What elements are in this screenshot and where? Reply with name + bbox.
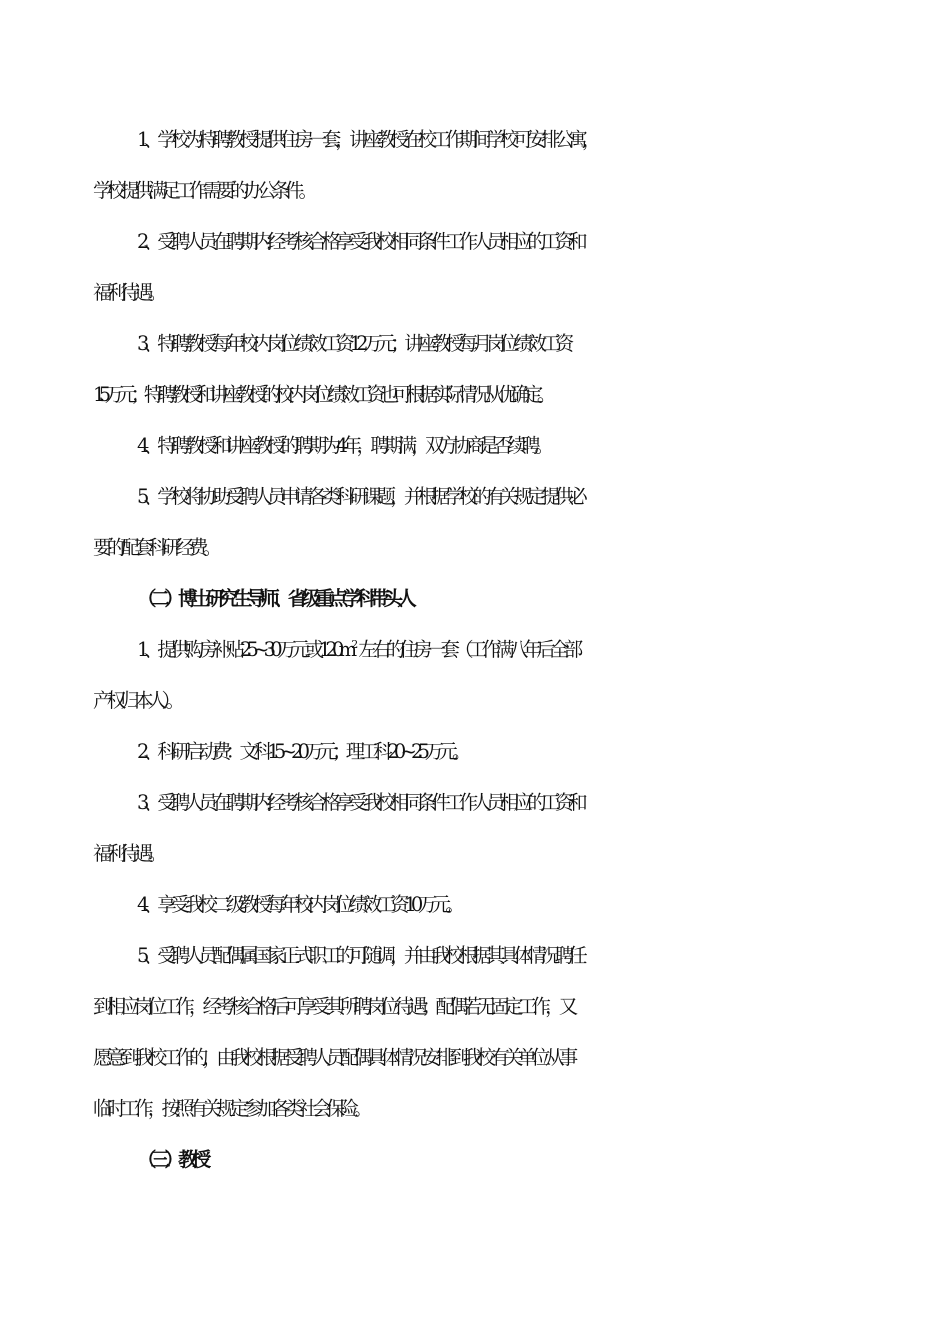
text-segment: 左右的住房一套（工作满八年后全部 [358, 638, 578, 661]
paragraph-line: 3、特聘教授每年校内岗位绩效工资 12 万元；讲座教授每月岗位绩效工资 [137, 332, 569, 355]
paragraph-line [0, 637, 950, 663]
paragraph-line: 学校提供满足工作需要的办公条件。 [93, 179, 313, 202]
section-heading: （三）教授 [137, 1148, 206, 1171]
paragraph-line: 5、受聘人员配偶属国家正式职工的可随调，并由我校根据其具体情况聘任 [137, 944, 583, 967]
paragraph-line: 4、特聘教授和讲座教授的聘期为 4 年，聘期满，双方协商是否续聘。 [137, 434, 549, 457]
paragraph-line: 要的配套科研经费。 [93, 536, 217, 559]
paragraph-line: 1.5 万元；特聘教授和讲座教授的校内岗位绩效工资也可根据实际情况从优确定。 [93, 383, 551, 406]
paragraph-line: 愿意到我校工作的，由我校根据受聘人员配偶具体情况安排到我校有关单位从事 [93, 1046, 573, 1069]
paragraph-line: 5、学校将协助受聘人员申请各类科研课题，并根据学校的有关规定提供必 [137, 485, 583, 508]
paragraph-line: 临时工作，按照有关规定参加各类社会保险。 [93, 1097, 368, 1120]
paragraph-line: 3、受聘人员在聘期内经考核合格享受我校相同条件工作人员相应的工资和 [137, 791, 583, 814]
paragraph-line: 到相应岗位工作，经考核合格后可享受其所聘岗位待遇；配偶若无固定工作，又 [93, 995, 573, 1018]
paragraph-line: 产权归本人）。 [93, 689, 180, 712]
superscript: 2 [351, 638, 359, 651]
section-heading: （二）博士研究生导师、省级重点学科带头人 [137, 587, 412, 610]
paragraph-line: 福利待遇。 [93, 281, 162, 304]
paragraph-line: 1、学校为特聘教授提供住房一套，讲座教授在校工作期间学校可安排公寓， [137, 128, 596, 151]
paragraph-line: 4、享受我校二级教授每年校内岗位绩效工资 10 万元。 [137, 893, 460, 916]
paragraph-line: 2、受聘人员在聘期内经考核合格享受我校相同条件工作人员相应的工资和 [137, 230, 583, 253]
paragraph-line: 福利待遇。 [93, 842, 162, 865]
paragraph-line: 2、科研启动费：文科 15~20 万元；理工科 20~25 万元。 [137, 740, 466, 763]
text-segment: 1、提供购房补贴 25~30 万元或 120m [137, 638, 352, 661]
